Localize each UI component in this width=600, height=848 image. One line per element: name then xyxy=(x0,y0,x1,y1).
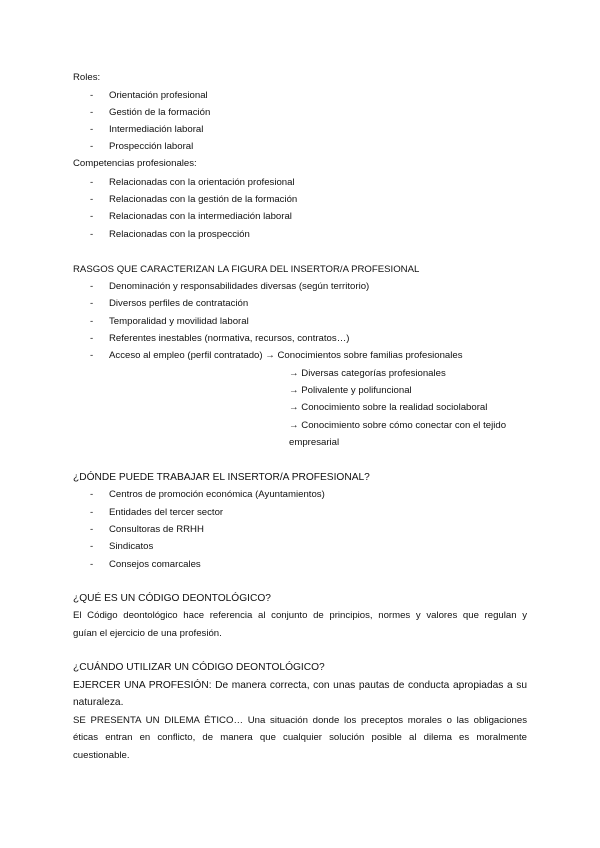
cuando-paragraph-line: cuestionable. xyxy=(73,750,130,761)
list-item: Sindicatos xyxy=(109,541,154,552)
list-bullet: - xyxy=(90,90,94,101)
list-bullet: - xyxy=(90,194,94,205)
cuando-paragraph-line: naturaleza. xyxy=(73,697,124,708)
sub-item: → Conocimiento sobre cómo conectar con el tejido xyxy=(289,420,507,431)
list-bullet: - xyxy=(90,507,94,518)
list-bullet: - xyxy=(90,229,94,240)
list-bullet: - xyxy=(90,559,94,570)
list-item: Diversos perfiles de contratación xyxy=(109,298,249,309)
que-paragraph-line: El Código deontológico hace referencia al conjunto de principios, normes y valores que regulan y xyxy=(73,610,527,621)
sub-item: → Conocimiento sobre la realidad sociolaboral xyxy=(289,402,488,413)
cuando-paragraph-line: SE PRESENTA UN DILEMA ÉTICO… Una situación donde los preceptos morales o las obligaciones xyxy=(73,715,527,726)
list-bullet: - xyxy=(90,141,94,152)
list-item: Relacionadas con la prospección xyxy=(109,229,250,240)
que-paragraph-line: guían el ejercicio de una profesión. xyxy=(73,628,222,639)
rasgos-heading: RASGOS QUE CARACTERIZAN LA FIGURA DEL INSERTOR/A PROFESIONAL xyxy=(73,264,420,275)
list-bullet: - xyxy=(90,524,94,535)
list-bullet: - xyxy=(90,281,94,292)
list-item: Consejos comarcales xyxy=(109,559,201,570)
list-item: Relacionadas con la intermediación laboral xyxy=(109,211,292,222)
list-item: Intermediación laboral xyxy=(109,124,204,135)
list-bullet: - xyxy=(90,541,94,552)
list-item: Acceso al empleo (perfil contratado) → Conocimientos sobre familias profesionales xyxy=(109,350,463,361)
list-item: Denominación y responsabilidades diversas (según territorio) xyxy=(109,281,370,292)
cuando-heading: ¿CUÁNDO UTILIZAR UN CÓDIGO DEONTOLÓGICO? xyxy=(73,662,325,673)
list-item: Relacionadas con la orientación profesional xyxy=(109,177,295,188)
list-bullet: - xyxy=(90,298,94,309)
list-item: Centros de promoción económica (Ayuntamientos) xyxy=(109,489,325,500)
que-heading: ¿QUÉ ES UN CÓDIGO DEONTOLÓGICO? xyxy=(73,593,271,604)
list-bullet: - xyxy=(90,489,94,500)
competencias-heading: Competencias profesionales: xyxy=(73,158,197,169)
cuando-paragraph-line: éticas entran en conflicto, de manera que cualquier solución posible al dilema es moralmente xyxy=(73,732,527,743)
sub-item: → Diversas categorías profesionales xyxy=(289,368,446,379)
sub-item: → Polivalente y polifuncional xyxy=(289,385,412,396)
list-bullet: - xyxy=(90,124,94,135)
list-bullet: - xyxy=(90,350,94,361)
list-item: Temporalidad y movilidad laboral xyxy=(109,316,249,327)
donde-heading: ¿DÓNDE PUEDE TRABAJAR EL INSERTOR/A PROFESIONAL? xyxy=(73,472,370,483)
roles-heading: Roles: xyxy=(73,72,101,83)
cuando-paragraph-line: EJERCER UNA PROFESIÓN: De manera correcta, con unas pautas de conducta apropiadas a su xyxy=(73,680,527,691)
sub-item: empresarial xyxy=(289,437,340,448)
list-item: Prospección laboral xyxy=(109,141,194,152)
list-bullet: - xyxy=(90,316,94,327)
list-item: Entidades del tercer sector xyxy=(109,507,224,518)
list-bullet: - xyxy=(90,333,94,344)
list-item: Consultoras de RRHH xyxy=(109,524,204,535)
list-item: Relacionadas con la gestión de la formación xyxy=(109,194,298,205)
list-item: Gestión de la formación xyxy=(109,107,211,118)
list-bullet: - xyxy=(90,211,94,222)
list-bullet: - xyxy=(90,107,94,118)
list-item: Referentes inestables (normativa, recursos, contratos…) xyxy=(109,333,350,344)
list-bullet: - xyxy=(90,177,94,188)
list-item: Orientación profesional xyxy=(109,90,208,101)
